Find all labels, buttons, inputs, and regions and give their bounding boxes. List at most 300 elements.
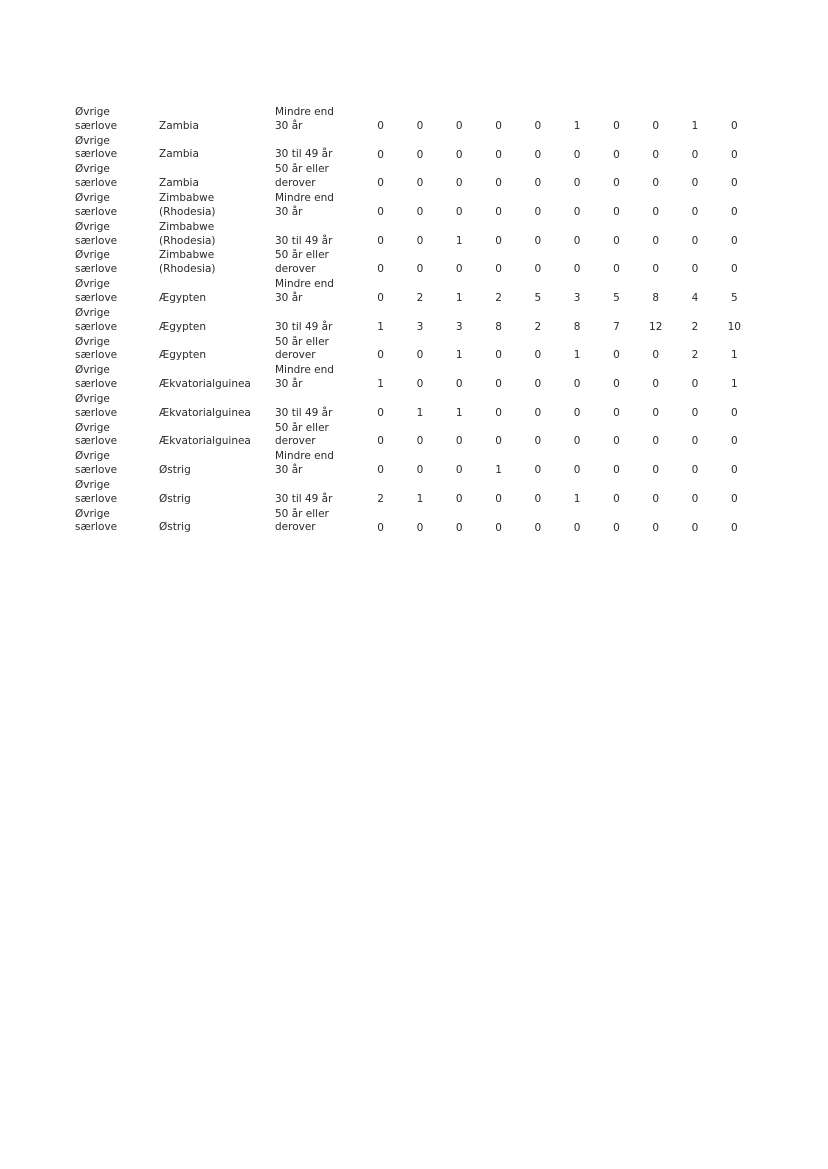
value-cell: 0 — [652, 148, 660, 161]
country-cell-line — [159, 508, 275, 522]
value-cell: 0 — [495, 148, 502, 161]
country-cell — [159, 278, 275, 307]
value-cell: 0 — [495, 119, 502, 132]
value-cell: 3 — [455, 320, 463, 333]
value-cell: 0 — [534, 492, 542, 505]
value-cell: 1 — [455, 349, 463, 362]
value-cell: 0 — [416, 205, 424, 218]
value-cell: 0 — [573, 234, 581, 247]
age-group-cell — [275, 106, 361, 135]
age-group-cell-line: Mindre end — [275, 450, 334, 463]
age-group-cell-line: 30 år — [275, 205, 303, 218]
value-cell: 10 — [727, 320, 741, 333]
value-cell: 0 — [534, 464, 542, 477]
age-group-cell — [275, 422, 361, 451]
country-cell-line — [159, 422, 275, 436]
country-cell — [159, 249, 275, 278]
table-row — [75, 221, 754, 250]
value-cell: 1 — [377, 378, 384, 391]
value-cell: 0 — [652, 406, 660, 419]
country-cell-line — [159, 106, 275, 120]
age-group-cell — [275, 192, 361, 221]
value-cell: 0 — [613, 148, 620, 161]
value-cell: 8 — [495, 320, 502, 333]
value-cell: 0 — [613, 378, 620, 391]
country-cell — [159, 336, 275, 365]
category-cell — [75, 307, 159, 336]
category-cell-line: særlove — [75, 291, 118, 304]
age-group-cell-line — [275, 479, 361, 493]
country-cell — [159, 450, 275, 479]
age-group-cell-line: 30 til 49 år — [275, 234, 333, 247]
table-row — [75, 135, 754, 164]
age-group-cell — [275, 450, 361, 479]
value-cell: 1 — [377, 320, 384, 333]
country-cell-line — [159, 393, 275, 407]
value-cell: 1 — [573, 349, 581, 362]
category-cell-line: særlove — [75, 464, 118, 477]
value-cell: 0 — [730, 234, 738, 247]
value-cell: 0 — [573, 378, 581, 391]
value-cell: 1 — [416, 492, 424, 505]
value-cell: 1 — [730, 378, 738, 391]
age-group-cell-line: 30 til 49 år — [275, 406, 333, 419]
value-cell: 4 — [691, 292, 699, 305]
country-cell-line: Ækvatorialguinea — [159, 406, 251, 419]
country-cell — [159, 135, 275, 164]
value-cell: 1 — [416, 406, 424, 419]
value-cell: 0 — [377, 406, 384, 419]
age-group-cell — [275, 135, 361, 164]
age-group-cell — [275, 393, 361, 422]
category-cell-line: særlove — [75, 377, 118, 390]
value-cell: 0 — [730, 521, 738, 534]
country-cell — [159, 221, 275, 250]
category-cell — [75, 163, 159, 192]
value-cell: 0 — [691, 205, 699, 218]
value-cell: 0 — [377, 205, 384, 218]
value-cell: 0 — [730, 205, 738, 218]
value-cell: 0 — [691, 263, 699, 276]
category-cell — [75, 479, 159, 508]
age-group-cell-line: Mindre end — [275, 192, 334, 205]
value-cell: 2 — [534, 320, 542, 333]
value-cell: 0 — [495, 406, 502, 419]
age-group-cell-line: 50 år eller — [275, 335, 329, 348]
table-row — [75, 450, 754, 479]
value-cell: 0 — [495, 349, 502, 362]
value-cell: 3 — [573, 292, 581, 305]
age-group-cell-line — [275, 221, 361, 235]
age-group-cell-line — [275, 135, 361, 149]
category-cell — [75, 249, 159, 278]
age-group-cell — [275, 307, 361, 336]
category-cell-line: Øvrige — [75, 364, 110, 377]
value-cell: 0 — [730, 119, 738, 132]
category-cell-line: Øvrige — [75, 134, 110, 147]
age-group-cell-line: 50 år eller — [275, 421, 329, 434]
value-cell: 0 — [455, 378, 463, 391]
category-cell-line: særlove — [75, 406, 118, 419]
value-cell: 1 — [455, 406, 463, 419]
value-cell: 0 — [495, 521, 502, 534]
value-cell: 0 — [573, 406, 581, 419]
age-group-cell-line — [275, 393, 361, 407]
country-cell-line — [159, 450, 275, 464]
value-cell: 0 — [691, 464, 699, 477]
value-cell: 0 — [534, 263, 542, 276]
value-cell: 1 — [573, 492, 581, 505]
age-group-cell — [275, 278, 361, 307]
category-cell — [75, 135, 159, 164]
country-cell-line: Østrig — [159, 492, 191, 505]
table-row — [75, 307, 754, 336]
value-cell: 0 — [416, 464, 424, 477]
value-cell: 0 — [495, 435, 502, 448]
value-cell: 0 — [613, 119, 620, 132]
age-group-cell-line: Mindre end — [275, 106, 334, 118]
category-cell-line: Øvrige — [75, 220, 110, 233]
value-cell: 0 — [613, 177, 620, 190]
value-cell: 0 — [652, 521, 660, 534]
value-cell: 0 — [652, 119, 660, 132]
value-cell: 0 — [455, 177, 463, 190]
country-cell — [159, 307, 275, 336]
value-cell: 0 — [455, 148, 463, 161]
value-cell: 0 — [613, 205, 620, 218]
country-cell-line: Ækvatorialguinea — [159, 377, 251, 390]
country-cell-line: Zimbabwe — [159, 192, 215, 205]
value-cell: 0 — [534, 119, 542, 132]
table-row — [75, 508, 754, 537]
category-cell-line: Øvrige — [75, 507, 110, 520]
age-group-cell-line: 30 til 49 år — [275, 148, 333, 161]
category-cell — [75, 278, 159, 307]
age-group-cell — [275, 336, 361, 365]
country-cell-line: Zimbabwe — [159, 249, 215, 262]
country-cell — [159, 364, 275, 393]
value-cell: 0 — [691, 378, 699, 391]
age-group-cell-line: derover — [275, 177, 316, 190]
country-cell-line: Østrig — [159, 521, 191, 534]
statistics-table — [75, 106, 754, 536]
category-cell-line: særlove — [75, 435, 118, 448]
value-cell: 5 — [730, 292, 738, 305]
value-cell: 1 — [455, 234, 463, 247]
value-cell: 0 — [455, 205, 463, 218]
category-cell-line: særlove — [75, 320, 118, 333]
country-cell-line — [159, 163, 275, 177]
category-cell — [75, 221, 159, 250]
value-cell: 0 — [652, 492, 660, 505]
age-group-cell-line: 30 år — [275, 377, 303, 390]
value-cell: 0 — [534, 406, 542, 419]
age-group-cell — [275, 364, 361, 393]
age-group-cell-line: 30 til 49 år — [275, 320, 333, 333]
age-group-cell — [275, 163, 361, 192]
value-cell: 0 — [416, 119, 424, 132]
category-cell-line: Øvrige — [75, 335, 110, 348]
value-cell: 0 — [495, 263, 502, 276]
age-group-cell-line — [275, 307, 361, 321]
table-row — [75, 479, 754, 508]
category-cell — [75, 422, 159, 451]
table-row — [75, 278, 754, 307]
value-cell: 0 — [730, 148, 738, 161]
value-cell: 0 — [455, 119, 463, 132]
value-cell: 0 — [377, 263, 384, 276]
category-cell — [75, 364, 159, 393]
value-cell: 0 — [730, 177, 738, 190]
country-cell — [159, 508, 275, 537]
value-cell: 0 — [573, 148, 581, 161]
table-body — [75, 106, 754, 536]
value-cell: 0 — [495, 234, 502, 247]
value-cell: 0 — [416, 435, 424, 448]
country-cell-line: Zambia — [159, 119, 199, 132]
value-cell: 0 — [613, 406, 620, 419]
value-cell: 0 — [573, 521, 581, 534]
category-cell — [75, 450, 159, 479]
value-cell: 0 — [691, 177, 699, 190]
country-cell-line: Ægypten — [159, 291, 207, 304]
country-cell-line — [159, 278, 275, 292]
country-cell-line — [159, 364, 275, 378]
age-group-cell-line: 50 år eller — [275, 507, 329, 520]
category-cell — [75, 393, 159, 422]
value-cell: 0 — [691, 406, 699, 419]
value-cell: 0 — [377, 119, 384, 132]
age-group-cell-line: derover — [275, 349, 316, 362]
value-cell: 0 — [573, 435, 581, 448]
value-cell: 0 — [455, 492, 463, 505]
value-cell: 7 — [613, 320, 620, 333]
category-cell-line: Øvrige — [75, 192, 110, 205]
value-cell: 0 — [377, 464, 384, 477]
value-cell: 12 — [649, 320, 663, 333]
country-cell-line — [159, 307, 275, 321]
value-cell: 0 — [730, 435, 738, 448]
value-cell: 0 — [534, 177, 542, 190]
value-cell: 0 — [652, 378, 660, 391]
category-cell-line: særlove — [75, 349, 118, 362]
country-cell-line — [159, 135, 275, 149]
value-cell: 0 — [416, 349, 424, 362]
value-cell: 0 — [652, 263, 660, 276]
value-cell: 0 — [495, 205, 502, 218]
value-cell: 0 — [573, 464, 581, 477]
value-cell: 0 — [691, 234, 699, 247]
value-cell: 0 — [455, 521, 463, 534]
value-cell: 0 — [652, 205, 660, 218]
value-cell: 0 — [691, 521, 699, 534]
value-cell: 0 — [534, 378, 542, 391]
age-group-cell — [275, 249, 361, 278]
category-cell-line: Øvrige — [75, 278, 110, 291]
value-cell: 0 — [534, 435, 542, 448]
value-cell: 0 — [534, 349, 542, 362]
value-cell: 0 — [455, 464, 463, 477]
value-cell: 0 — [495, 378, 502, 391]
value-cell: 8 — [652, 292, 660, 305]
value-cell: 0 — [534, 205, 542, 218]
country-cell-line: Østrig — [159, 464, 191, 477]
value-cell: 0 — [730, 492, 738, 505]
value-cell: 0 — [730, 263, 738, 276]
age-group-cell-line: Mindre end — [275, 364, 334, 377]
table-row — [75, 393, 754, 422]
country-cell-line: Zambia — [159, 177, 199, 190]
value-cell: 1 — [730, 349, 738, 362]
country-cell-line: Zambia — [159, 148, 199, 161]
age-group-cell — [275, 221, 361, 250]
country-cell-line: (Rhodesia) — [159, 205, 216, 218]
value-cell: 0 — [613, 234, 620, 247]
value-cell: 0 — [377, 292, 384, 305]
country-cell-line: Ægypten — [159, 349, 207, 362]
category-cell-line: Øvrige — [75, 421, 110, 434]
value-cell: 0 — [416, 177, 424, 190]
table-row — [75, 192, 754, 221]
value-cell: 0 — [377, 234, 384, 247]
category-cell-line: særlove — [75, 492, 118, 505]
country-cell — [159, 192, 275, 221]
category-cell-line: særlove — [75, 205, 118, 218]
value-cell: 0 — [377, 148, 384, 161]
category-cell — [75, 106, 159, 135]
value-cell: 0 — [652, 234, 660, 247]
value-cell: 0 — [377, 349, 384, 362]
category-cell-line: Øvrige — [75, 163, 110, 176]
table-row — [75, 106, 754, 135]
category-cell-line: Øvrige — [75, 106, 110, 118]
value-cell: 2 — [377, 492, 384, 505]
value-cell: 0 — [416, 521, 424, 534]
category-cell-line: Øvrige — [75, 392, 110, 405]
value-cell: 5 — [613, 292, 620, 305]
category-cell-line: særlove — [75, 521, 118, 534]
category-cell-line: Øvrige — [75, 450, 110, 463]
value-cell: 0 — [730, 406, 738, 419]
value-cell: 0 — [691, 492, 699, 505]
value-cell: 0 — [652, 464, 660, 477]
value-cell: 0 — [377, 177, 384, 190]
category-cell-line: særlove — [75, 119, 118, 132]
country-cell — [159, 106, 275, 135]
value-cell: 3 — [416, 320, 424, 333]
value-cell: 0 — [613, 263, 620, 276]
value-cell: 0 — [613, 464, 620, 477]
age-group-cell-line: 30 år — [275, 119, 303, 132]
age-group-cell-line: 50 år eller — [275, 163, 329, 176]
category-cell-line: særlove — [75, 148, 118, 161]
value-cell: 2 — [495, 292, 502, 305]
value-cell: 0 — [691, 435, 699, 448]
category-cell — [75, 192, 159, 221]
table-row — [75, 249, 754, 278]
value-cell: 0 — [495, 492, 502, 505]
category-cell-line: Øvrige — [75, 306, 110, 319]
value-cell: 0 — [534, 521, 542, 534]
value-cell: 0 — [652, 349, 660, 362]
table-row — [75, 364, 754, 393]
value-cell: 2 — [416, 292, 424, 305]
country-cell-line: Zimbabwe — [159, 220, 215, 233]
country-cell — [159, 393, 275, 422]
value-cell: 2 — [691, 320, 699, 333]
value-cell: 0 — [613, 492, 620, 505]
age-group-cell-line: 50 år eller — [275, 249, 329, 262]
value-cell: 0 — [416, 378, 424, 391]
age-group-cell-line: 30 år — [275, 291, 303, 304]
category-cell-line: særlove — [75, 177, 118, 190]
value-cell: 5 — [534, 292, 542, 305]
value-cell: 0 — [691, 148, 699, 161]
value-cell: 0 — [416, 148, 424, 161]
age-group-cell — [275, 479, 361, 508]
value-cell: 2 — [691, 349, 699, 362]
category-cell-line: Øvrige — [75, 478, 110, 491]
age-group-cell-line: derover — [275, 435, 316, 448]
country-cell — [159, 479, 275, 508]
value-cell: 0 — [377, 435, 384, 448]
age-group-cell-line: derover — [275, 521, 316, 534]
country-cell-line: (Rhodesia) — [159, 234, 216, 247]
category-cell — [75, 508, 159, 537]
value-cell: 1 — [691, 119, 699, 132]
value-cell: 0 — [416, 234, 424, 247]
country-cell — [159, 163, 275, 192]
value-cell: 0 — [573, 177, 581, 190]
category-cell-line: særlove — [75, 234, 118, 247]
category-cell — [75, 336, 159, 365]
category-cell-line: særlove — [75, 263, 118, 276]
value-cell: 0 — [613, 521, 620, 534]
age-group-cell-line: 30 til 49 år — [275, 492, 333, 505]
value-cell: 0 — [613, 435, 620, 448]
table-row — [75, 163, 754, 192]
table-row — [75, 336, 754, 365]
age-group-cell-line: 30 år — [275, 464, 303, 477]
country-cell-line — [159, 336, 275, 350]
country-cell-line: Ægypten — [159, 320, 207, 333]
value-cell: 0 — [652, 177, 660, 190]
value-cell: 0 — [534, 148, 542, 161]
value-cell: 0 — [534, 234, 542, 247]
value-cell: 1 — [573, 119, 581, 132]
country-cell-line: Ækvatorialguinea — [159, 435, 251, 448]
age-group-cell-line: Mindre end — [275, 278, 334, 291]
value-cell: 1 — [455, 292, 463, 305]
age-group-cell — [275, 508, 361, 537]
value-cell: 0 — [573, 205, 581, 218]
value-cell: 0 — [455, 263, 463, 276]
value-cell: 0 — [652, 435, 660, 448]
value-cell: 0 — [377, 521, 384, 534]
table-row — [75, 422, 754, 451]
value-cell: 0 — [455, 435, 463, 448]
age-group-cell-line: derover — [275, 263, 316, 276]
value-cell: 1 — [495, 464, 502, 477]
value-cell: 8 — [573, 320, 581, 333]
country-cell-line: (Rhodesia) — [159, 263, 216, 276]
country-cell-line — [159, 479, 275, 493]
value-cell: 0 — [613, 349, 620, 362]
value-cell: 0 — [730, 464, 738, 477]
value-cell: 0 — [573, 263, 581, 276]
category-cell-line: Øvrige — [75, 249, 110, 262]
value-cell: 0 — [495, 177, 502, 190]
